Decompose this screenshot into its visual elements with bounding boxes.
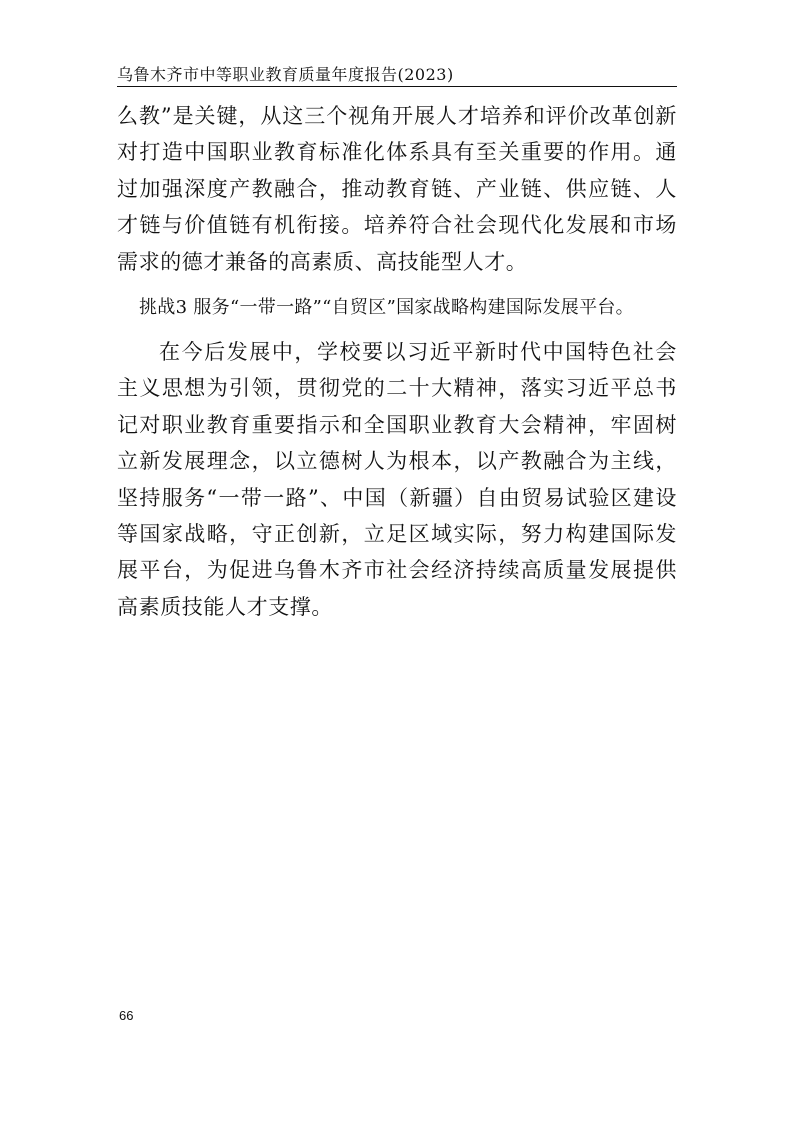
body-paragraph-continued: 么教”是关键，从这三个视角开展人才培养和评价改革创新对打造中国职业教育标准化体系具有至关重要的作用。通过加强深度产教融合，推动教育链、产业链、供应链、人才链与价值链有机衔接。培养符合社会现代化发展和市场需求的德才兼备的高素质、高技能型人才。 xyxy=(117,104,677,274)
challenge-heading: 挑战3 服务“一带一路”“自贸区”国家战略构建国际发展平台。 xyxy=(139,297,634,319)
body-paragraph: 在今后发展中，学校要以习近平新时代中国特色社会主义思想为引领，贯彻党的二十大精神，落实习近平总书记对职业教育重要指示和全国职业教育大会精神，牢固树立新发展理念，以立德树人为根本，以产教融合为主线，坚持服务“一带一路”、中国（新疆）自由贸易试验区建设等国家战略，守正创新，立足区域实际，努力构建国际发展平台，为促进乌鲁木齐市社会经济持续高质量发展提供高素质技能人才支撑。 xyxy=(117,340,677,619)
page-number: 66 xyxy=(119,1008,134,1023)
header-divider xyxy=(117,86,677,87)
running-header: 乌鲁木齐市中等职业教育质量年度报告(2023) xyxy=(117,65,454,84)
page-body xyxy=(117,98,677,625)
